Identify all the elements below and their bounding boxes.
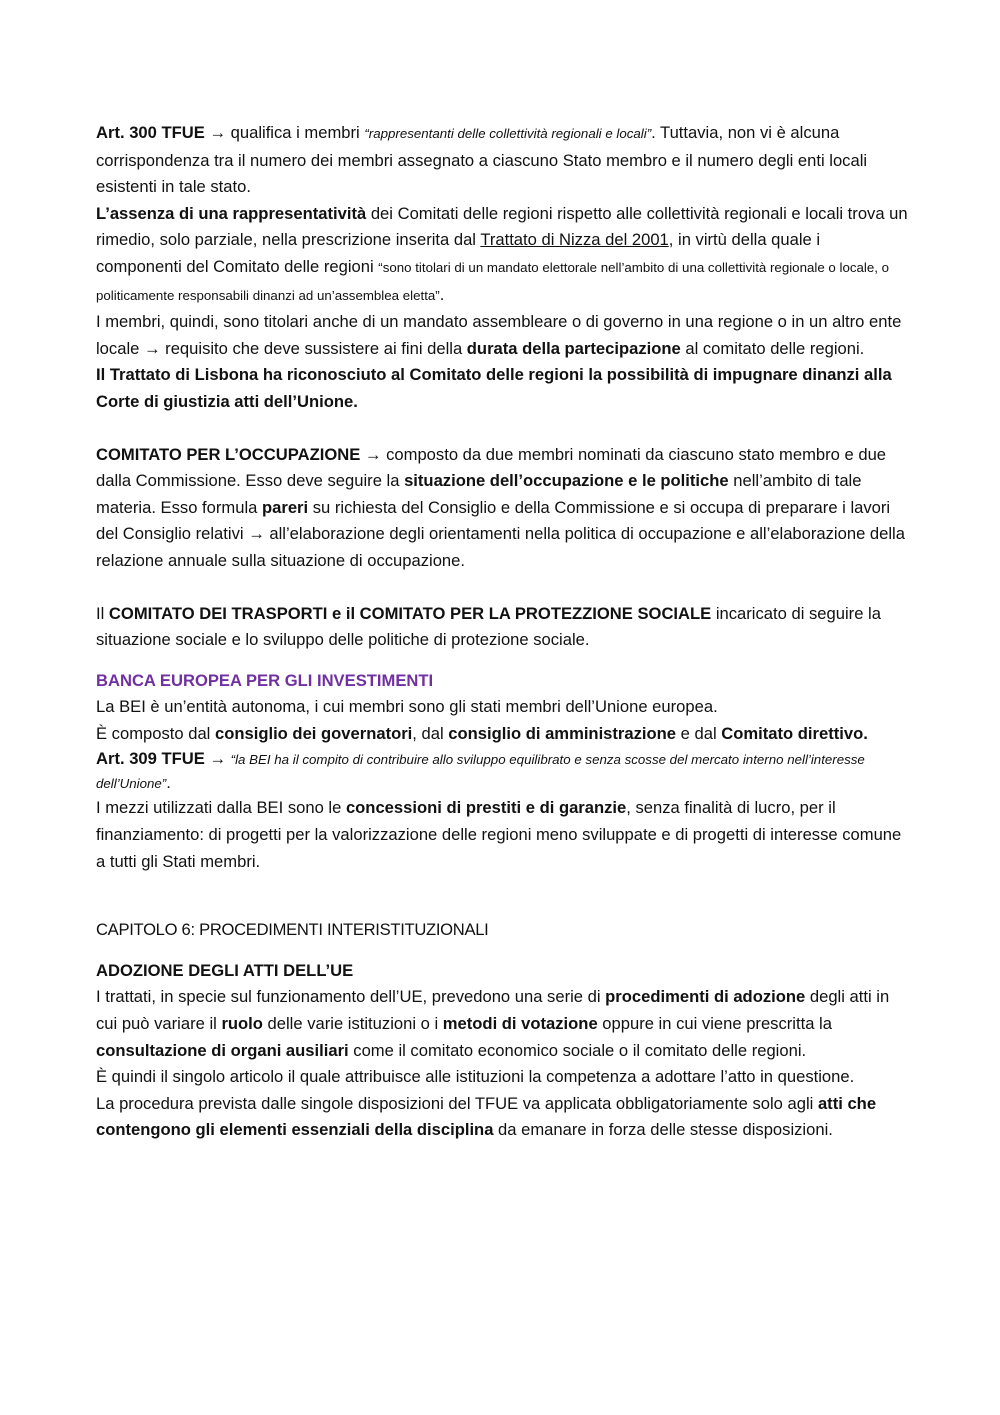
arrow-icon: → — [209, 749, 227, 769]
text: al comitato delle regioni. — [680, 338, 865, 358]
bei-heading: BANCA EUROPEA PER GLI INVESTIMENTI — [96, 670, 434, 690]
text: su richiesta del Consiglio e della Commissione e si occupa di preparare i lavori del Consiglio relativi — [96, 497, 891, 544]
text: nell’ambito di tale materia. Esso formula — [96, 471, 862, 517]
bold-text: COMITATO PER L’OCCUPAZIONE — [96, 444, 361, 464]
text: . Tuttavia, non vi è alcuna corrispondenza tra il numero dei membri assegnato a ciascuno Stato membro e il numero degli enti locali esistenti in tale stato. — [96, 123, 868, 197]
paragraph-membri — [96, 309, 908, 362]
art300-ref: Art. 300 TFUE — [96, 123, 205, 142]
bold-text: atti che contengono gli elementi essenziali della disciplina — [96, 1093, 877, 1140]
art309-ref: Art. 309 TFUE — [96, 749, 205, 769]
text: delle varie istituzioni o i — [262, 1014, 443, 1034]
bold-text: pareri — [262, 497, 309, 517]
bold-text: COMITATO DEI TRASPORTI e il COMITATO PER LA PROTEZZIONE SOCIALE — [108, 603, 712, 623]
text: La procedura prevista dalle singole disposizioni del TFUE va applicata obbligatoriamente solo agli — [96, 1093, 818, 1113]
quote: “sono titolari di un mandato elettorale nell’ambito di una collettività regionale o locale, o politicamente responsabili dinanzi ad un’assemblea eletta” — [96, 259, 890, 303]
bei-art309 — [96, 747, 908, 795]
paragraph-comitato-occupazione — [96, 442, 908, 575]
text: I membri, quindi, sono titolari anche di un mandato assembleare o di governo in una regione o in un altro ente locale — [96, 312, 902, 358]
paragraph-art300 — [96, 120, 908, 201]
text: qualifica i membri — [226, 123, 365, 142]
text: Il — [96, 603, 109, 623]
text: oppure in cui viene prescritta la — [597, 1014, 832, 1034]
text: , dal — [412, 723, 449, 743]
bei-composizione — [96, 721, 908, 748]
text: degli atti in cui può variare il — [96, 987, 890, 1034]
bold-text: consiglio dei governatori — [214, 723, 413, 743]
text: incaricato di seguire la situazione sociale e lo sviluppo delle politiche di protezione sociale. — [96, 603, 881, 650]
text: requisito che deve sussistere ai fini della — [160, 338, 467, 358]
bold-text: consultazione di organi ausiliari — [96, 1040, 349, 1060]
bold-text: Comitato direttivo. — [721, 723, 868, 743]
paragraph-comitato-trasporti — [96, 601, 908, 654]
bold-text: metodi di votazione — [442, 1014, 598, 1034]
bold-text: situazione dell’occupazione e le politiche — [404, 471, 729, 491]
bold-text: L’assenza di una rappresentatività — [96, 203, 367, 223]
arrow-icon: → — [209, 123, 227, 142]
bold-text: procedimenti di adozione — [605, 987, 806, 1007]
text: dei Comitati delle regioni rispetto alle collettività regionali e locali trova un rimedio, solo parziale, nella prescrizione inserita dal — [96, 203, 908, 250]
text: come il comitato economico sociale o il comitato delle regioni. — [348, 1040, 807, 1060]
bold-text: consiglio di amministrazione — [448, 723, 677, 743]
text: I mezzi utilizzati dalla BEI sono le — [96, 798, 346, 818]
text: . — [166, 773, 171, 793]
text: e dal — [676, 723, 722, 743]
bold-text: ADOZIONE DEGLI ATTI DELL’UE — [96, 960, 354, 980]
paragraph-lisbona — [96, 362, 908, 415]
text: all’elaborazione degli orientamenti nella politica di occupazione e all’elaborazione della relazione annuale sulla situazione di occupazione. — [96, 524, 905, 570]
adozione-heading — [96, 958, 908, 985]
arrow-icon: → — [248, 524, 265, 544]
text: I trattati, in specie sul funzionamento dell’UE, prevedono una serie di — [96, 987, 606, 1007]
text: composto da due membri nominati da ciascuno stato membro e due dalla Commissione. Esso deve seguire la — [96, 444, 887, 491]
adozione-paragraph-1 — [96, 984, 908, 1064]
arrow-icon: → — [143, 338, 161, 358]
bei-intro: La BEI è un’entità autonoma, i cui membri sono gli stati membri dell’Unione europea. — [96, 697, 718, 717]
text: da emanare in forza delle stesse disposizioni. — [493, 1120, 833, 1140]
adozione-paragraph-2: È quindi il singolo articolo il quale attribuisce alle istituzioni la competenza a adottare l’atto in questione. — [96, 1067, 855, 1087]
arrow-icon: → — [364, 444, 382, 464]
quote: “rappresentanti delle collettività regionali e locali” — [364, 126, 652, 141]
trattato-nizza-underlined: Trattato di Nizza del 2001 — [480, 230, 669, 250]
text: È composto dal — [96, 723, 215, 743]
bold-text: Il Trattato di Lisbona ha riconosciuto al Comitato delle regioni la possibilità di impugnare dinanzi alla Corte di giustizia atti dell’Unione. — [96, 365, 892, 411]
bold-text: durata della partecipazione — [466, 338, 681, 358]
text: , senza finalità di lucro, per il finanziamento: di progetti per la valorizzazione delle regioni meno sviluppate e di progetti di interesse comune a tutti gli Stati membri. — [96, 798, 902, 871]
bei-mezzi — [96, 795, 908, 875]
quote: “la BEI ha il compito di contribuire allo sviluppo equilibrato e senza scosse del mercato interno nell’interesse dell’Unione” — [96, 752, 865, 792]
document-page — [96, 120, 908, 1144]
text: , in virtù della quale i componenti del Comitato delle regioni — [96, 230, 821, 276]
paragraph-rappresentativita — [96, 201, 908, 309]
text: . — [439, 284, 445, 304]
chapter-title: CAPITOLO 6: PROCEDIMENTI INTERISTITUZIONALI — [96, 920, 489, 940]
bold-text: ruolo — [221, 1014, 263, 1034]
adozione-paragraph-3 — [96, 1091, 908, 1144]
bold-text: concessioni di prestiti e di garanzie — [345, 798, 627, 818]
